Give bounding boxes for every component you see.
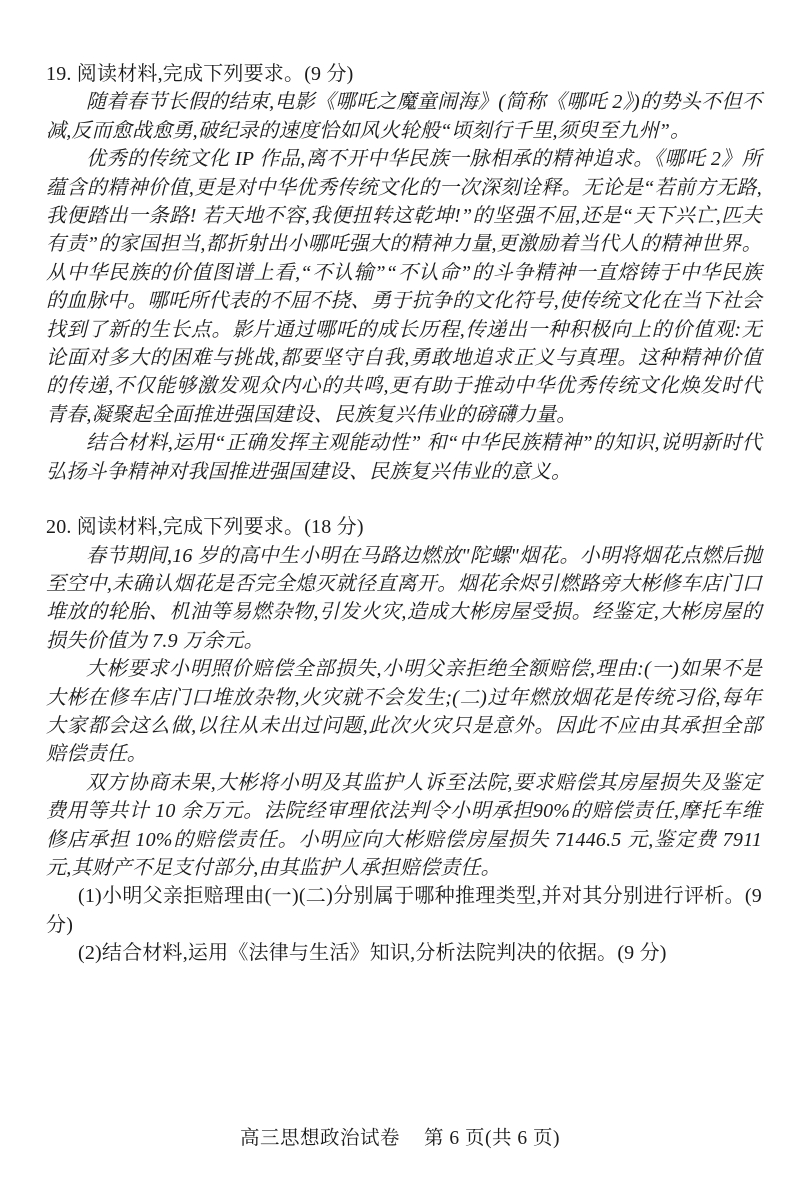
question-20-paragraph-3: 双方协商未果,大彬将小明及其监护人诉至法院,要求赔偿其房屋损失及鉴定费用等共计 10 余万元。法院经审理依法判令小明承担90%的赔偿责任,摩托车维修店承担 10%的赔偿责任。小明应向大彬赔偿房屋损失 71446.5 元,鉴定费 7911 元,其财产不足支付部分,由其监护人承担赔偿责任。 [46,771,762,879]
question-19-header: 19. 阅读材料,完成下列要求。(9 分) [46,63,354,85]
question-19-paragraph-2: 优秀的传统文化 IP 作品,离不开中华民族一脉相承的精神追求。《哪吒 2》所蕴含的精神价值,更是对中华优秀传统文化的一次深刻诠释。无论是“若前方无路,我便踏出一条路! 若天地不容,我便扭转这乾坤!”的坚强不屈,还是“天下兴亡,匹夫有责”的家国担当,都折射出小哪吒强大的精神力量,更激励着当代人的精神世界。从中华民族的价值图谱上看,“不认输”“不认命”的斗争精神一直熔铸于中华民族的血脉中。哪吒所代表的不屈不挠、勇于抗争的文化符号,使传统文化在当下社会找到了新的生长点。影片通过哪吒的成长历程,传递出一种积极向上的价值观:无论面对多大的困难与挑战,都要坚守自我,勇敢地追求正义与真理。这种精神价值的传递,不仅能够激发观众内心的共鸣,更有助于推动中华优秀传统文化焕发时代青春,凝聚起全面推进强国建设、民族复兴伟业的磅礴力量。 [46,148,762,426]
question-20-sub-question-2: (2)结合材料,运用《法律与生活》知识,分析法院判决的依据。(9 分) [78,942,667,965]
question-20-sub-question-1: (1)小明父亲拒赔理由(一)(二)分别属于哪种推理类型,并对其分别进行评析。(9 分) [46,885,762,936]
question-19 [46,60,762,486]
question-20-paragraph-1: 春节期间,16 岁的高中生小明在马路边燃放"陀螺"烟花。小明将烟花点燃后抛至空中,未确认烟花是否完全熄灭就径直离开。烟花余烬引燃路旁大彬修车店门口堆放的轮胎、机油等易燃杂物,引发火灾,造成大彬房屋受损。经鉴定,大彬房屋的损失价值为 7.9 万余元。 [46,544,762,652]
question-19-paragraph-1: 随着春节长假的结束,电影《哪吒之魔童闹海》(简称《哪吒 2》)的势头不但不减,反而愈战愈勇,破纪录的速度恰如风火轮般“顷刻行千里,须臾至九州”。 [46,91,762,142]
question-20-paragraph-2: 大彬要求小明照价赔偿全部损失,小明父亲拒绝全额赔偿,理由:(一)如果不是大彬在修车店门口堆放杂物,火灾就不会发生;(二)过年燃放烟花是传统习俗,每年大家都会这么做,以往从未出过问题,此次火灾只是意外。因此不应由其承担全部赔偿责任。 [46,658,762,766]
footer-exam-title: 高三思想政治试卷 [239,1128,400,1149]
footer-page-indicator: 第 6 页(共 6 页) [424,1128,560,1149]
question-20 [46,513,762,968]
page-footer [0,1122,800,1150]
page-content [46,60,762,968]
question-20-header: 20. 阅读材料,完成下列要求。(18 分) [46,516,364,539]
question-19-task: 结合材料,运用“正确发挥主观能动性” 和“中华民族精神”的知识,说明新时代弘扬斗争精神对我国推进强国建设、民族复兴伟业的意义。 [46,432,762,483]
